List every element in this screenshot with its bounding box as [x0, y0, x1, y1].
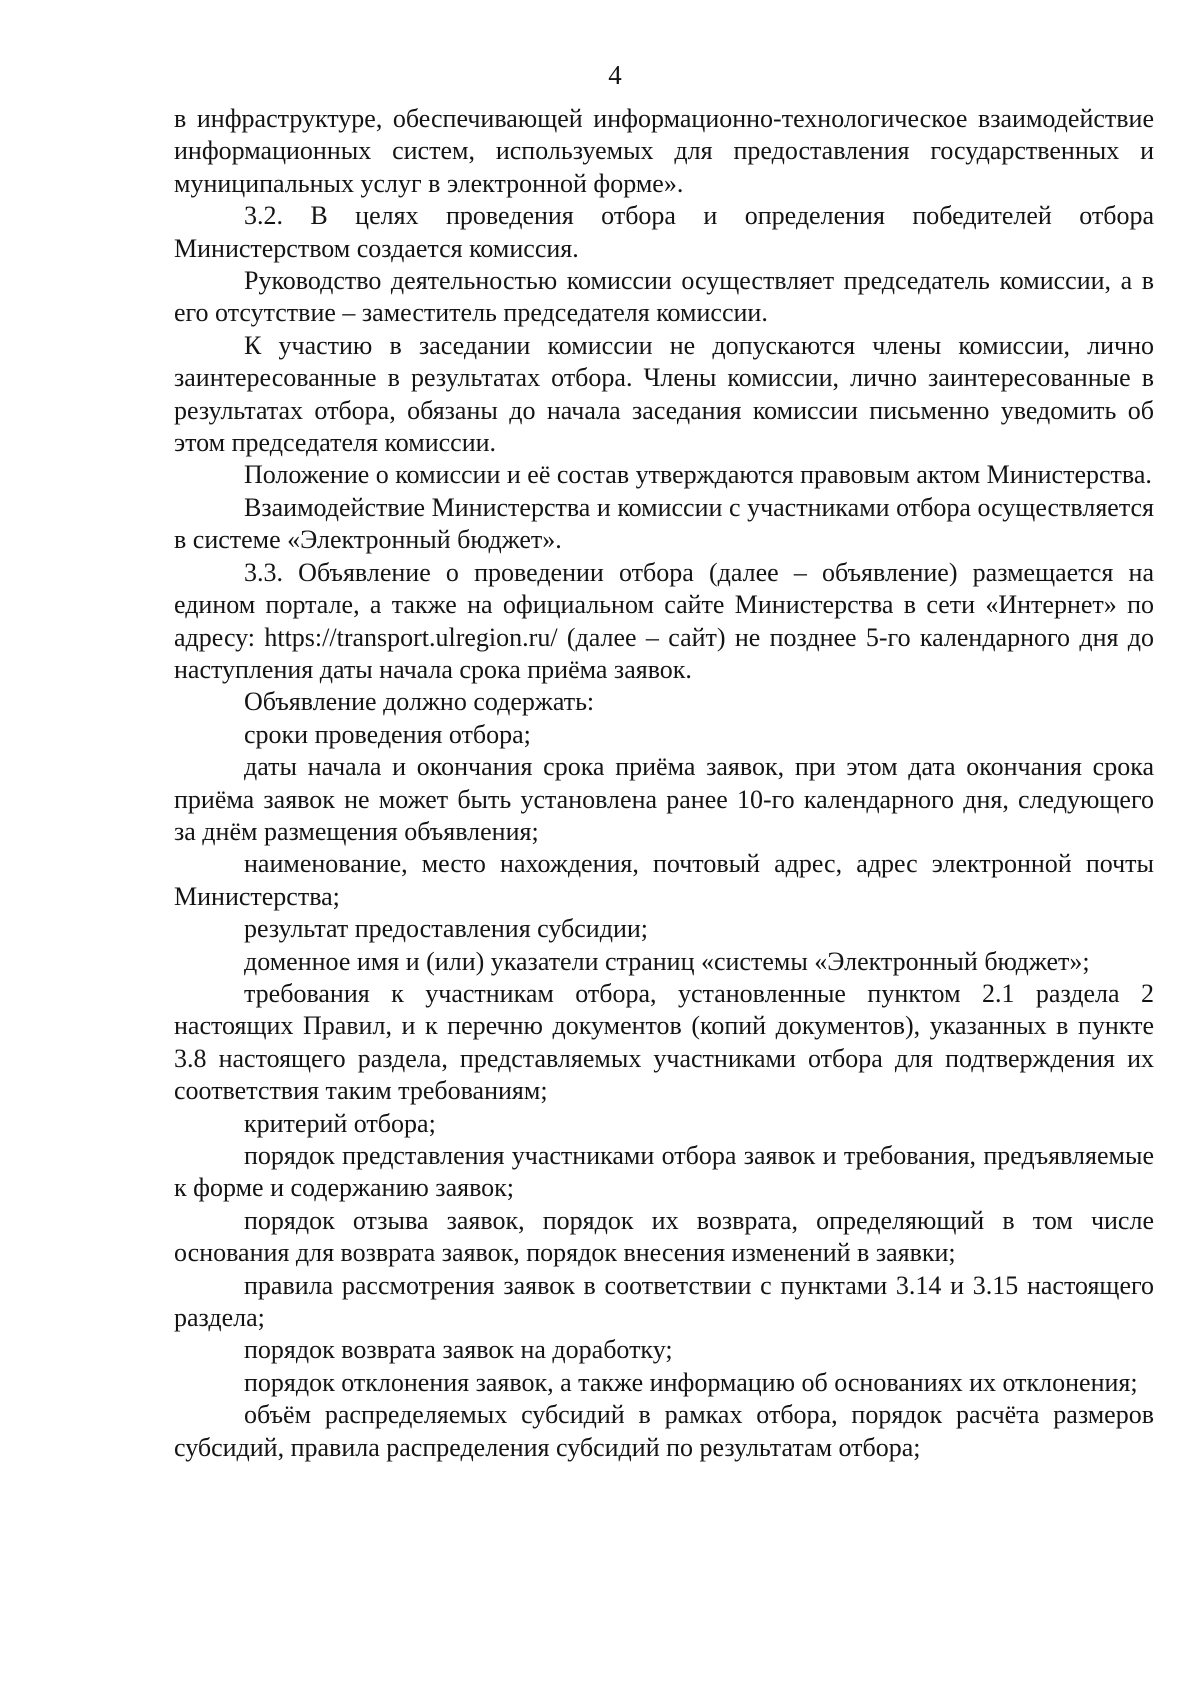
paragraph: требования к участникам отбора, установленные пунктом 2.1 раздела 2 настоящих Правил, и к перечню документов (копий документов), указанных в пункте 3.8 настоящего раздела, представляемых участниками отбора для подтверждения их соответствия таким требованиям; — [174, 978, 1154, 1106]
page-number: 4 — [608, 60, 622, 90]
paragraph: критерий отбора; — [244, 1108, 436, 1138]
paragraph: Объявление должно содержать: — [244, 687, 595, 717]
paragraph: правила рассмотрения заявок в соответствии с пунктами 3.14 и 3.15 настоящего раздела; — [174, 1270, 1154, 1333]
paragraph: наименование, место нахождения, почтовый адрес, адрес электронной почты Министерства; — [174, 849, 1154, 911]
paragraph: порядок возврата заявок на доработку; — [244, 1335, 673, 1365]
paragraph: 3.2. В целях проведения отбора и определения победителей отбора Министерством создается комиссия. — [174, 201, 1154, 263]
paragraph: объём распределяемых субсидий в рамках отбора, порядок расчёта размеров субсидий, правила распределения субсидий по результатам отбора; — [174, 1400, 1154, 1462]
paragraph: в инфраструктуре, обеспечивающей информационно-технологическое взаимодействие информационных систем, используемых для предоставления государственных и муниципальных услуг в электронной форме». — [174, 104, 1154, 198]
paragraph: сроки проведения отбора; — [244, 719, 531, 749]
paragraph: даты начала и окончания срока приёма заявок, при этом дата окончания срока приёма заявок не может быть установлена ранее 10-го календарного дня, следующего за днём размещения объявления; — [174, 752, 1154, 846]
document-body — [174, 103, 1154, 1464]
paragraph: Руководство деятельностью комиссии осуществляет председатель комиссии, а в его отсутствие – заместитель председателя комиссии. — [174, 266, 1154, 328]
paragraph: доменное имя и (или) указатели страниц «системы «Электронный бюджет»; — [244, 946, 1090, 976]
paragraph: порядок отклонения заявок, а также информацию об основаниях их отклонения; — [244, 1367, 1138, 1397]
paragraph: порядок отзыва заявок, порядок их возврата, определяющий в том числе основания для возврата заявок, порядок внесения изменений в заявки; — [174, 1205, 1154, 1268]
paragraph: Взаимодействие Министерства и комиссии с участниками отбора осуществляется в системе «Электронный бюджет». — [174, 492, 1154, 555]
paragraph: Положение о комиссии и её состав утверждаются правовым актом Министерства. — [244, 460, 1152, 490]
paragraph: порядок представления участниками отбора заявок и требования, предъявляемые к форме и содержанию заявок; — [174, 1141, 1154, 1203]
paragraph: результат предоставления субсидии; — [244, 914, 648, 944]
paragraph: К участию в заседании комиссии не допускаются члены комиссии, лично заинтересованные в результатах отбора. Члены комиссии, лично заинтересованные в результатах отбора, обязаны до начала заседания комиссии письменно уведомить об этом председателя комиссии. — [174, 330, 1154, 458]
paragraph: 3.3. Объявление о проведении отбора (далее – объявление) размещается на едином портале, а также на официальном сайте Министерства в сети «Интернет» по адресу: https://transport.ulregion.ru/ (далее – сайт) не позднее 5-го календарного дня до наступления даты начала срока приёма заявок. — [174, 557, 1154, 684]
